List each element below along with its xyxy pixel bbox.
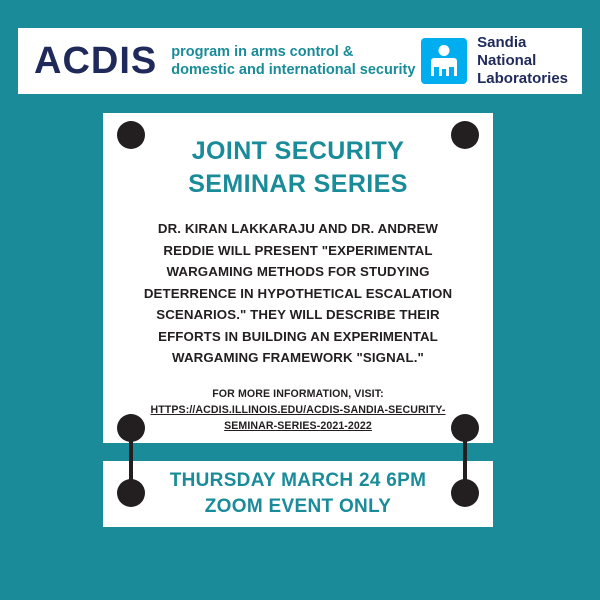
page-title-line-1: JOINT SECURITY: [191, 137, 405, 165]
acdis-tagline-line-2: domestic and international security: [171, 62, 416, 78]
main-content-card: [103, 113, 493, 443]
sandia-wordmark-line-3: Laboratories: [477, 69, 568, 87]
footer-dot-right-icon: [451, 479, 479, 507]
connector-cord-left-icon: [129, 428, 133, 486]
sandia-wordmark-line-1: Sandia: [477, 34, 527, 52]
acdis-tagline: [171, 43, 415, 79]
page-title-line-2: SEMINAR SERIES: [188, 169, 408, 198]
more-information: [103, 369, 493, 435]
corner-dot-top-left-icon: [117, 121, 145, 149]
acdis-wordmark: ACDIS: [34, 39, 158, 82]
footer-dot-left-icon: [117, 479, 145, 507]
corner-dot-top-right-icon: [451, 121, 479, 149]
sandia-wordmark: [477, 34, 568, 87]
sandia-logo: [421, 34, 582, 87]
acdis-tagline-line-1: program in arms control &: [171, 43, 354, 60]
event-details-card: [103, 461, 493, 527]
connector-cord-right-icon: [463, 428, 467, 486]
more-information-label: FOR MORE INFORMATION, VISIT:: [212, 387, 384, 400]
event-description: DR. KIRAN LAKKARAJU AND DR. ANDREW REDDIE WILL PRESENT "EXPERIMENTAL WARGAMING METHODS FOR STUDYING DETERRENCE IN HYPOTHETICAL ESCALATION SCENARIOS." THEY WILL DESCRIBE THEIR EFFORTS IN BUILDING AN EXPERIMENTAL WARGAMING FRAMEWORK "SIGNAL.": [143, 221, 453, 366]
sandia-wordmark-line-2: National: [477, 52, 537, 70]
event-format: ZOOM EVENT ONLY: [204, 496, 392, 517]
event-date: THURSDAY MARCH 24 6PM: [169, 470, 427, 492]
header-banner: [18, 28, 582, 94]
sandia-thunderbird-icon: [421, 38, 467, 84]
more-information-url[interactable]: HTTPS://ACDIS.ILLINOIS.EDU/ACDIS-SANDIA-SECURITY-SEMINAR-SERIES-2021-2022: [150, 403, 446, 432]
page-title: [103, 113, 493, 200]
